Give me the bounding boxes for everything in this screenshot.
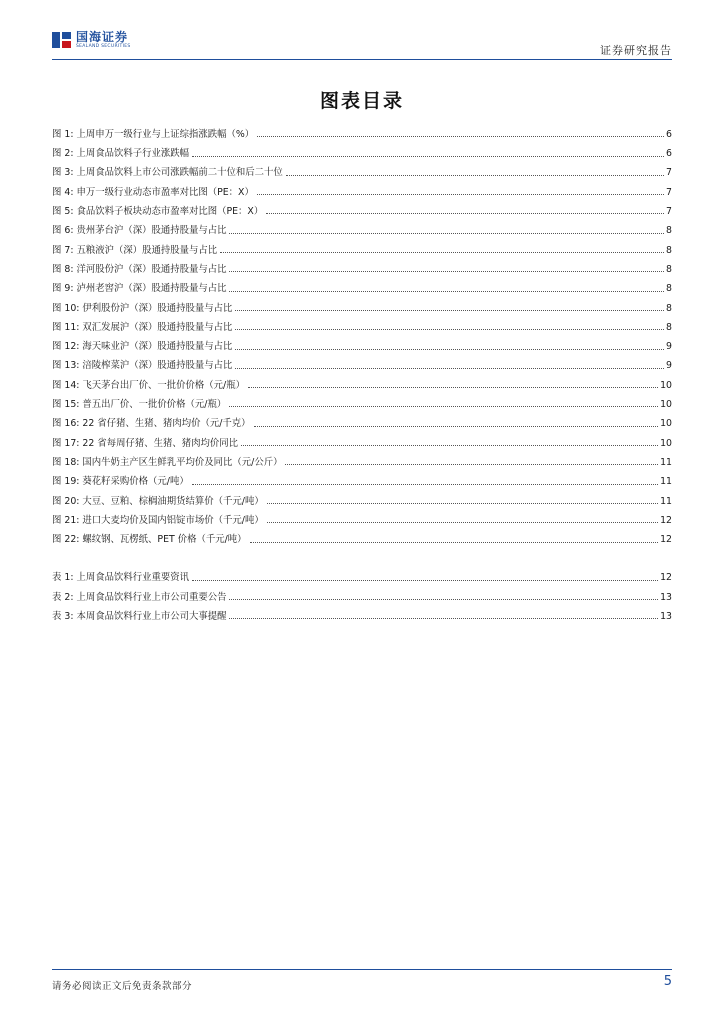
dot-leader — [229, 271, 664, 272]
toc-entry-page: 7 — [666, 206, 672, 218]
toc-entry-page: 9 — [666, 341, 672, 353]
toc-entry-label: 图 8: 洋河股份沪（深）股通持股量与占比 — [52, 263, 227, 275]
logo-name-en: SEALAND SECURITIES — [76, 43, 131, 49]
toc-entry-label: 图 17: 22 省每周仔猪、生猪、猪肉均价同比 — [52, 437, 238, 449]
page-title: 图表目录 — [319, 90, 404, 112]
toc-entry-label: 图 16: 22 省仔猪、生猪、猪肉均价（元/千克） — [52, 418, 251, 430]
toc-entry-page: 12 — [660, 534, 672, 546]
table-of-contents — [52, 120, 672, 621]
disclaimer-note: 请务必阅读正文后免责条款部分 — [52, 981, 193, 992]
dot-leader — [267, 522, 658, 523]
page-header — [52, 30, 672, 60]
toc-entry-page: 9 — [666, 360, 672, 372]
dot-leader — [229, 618, 658, 619]
dot-leader — [254, 426, 659, 427]
toc-entry-label: 图 14: 飞天茅台出厂价、一批价价格（元/瓶） — [52, 379, 245, 391]
dot-leader — [235, 329, 664, 330]
toc-entry-page: 11 — [660, 495, 672, 507]
dot-leader — [192, 156, 664, 157]
toc-entry-page: 13 — [660, 611, 672, 623]
toc-entry-label: 图 3: 上周食品饮料上市公司涨跌幅前二十位和后二十位 — [52, 167, 283, 179]
dot-leader — [192, 484, 658, 485]
logo-name-cn: 国海证券 — [76, 29, 129, 44]
figure-entry[interactable] — [52, 352, 672, 371]
toc-entry-page: 12 — [660, 514, 672, 526]
toc-entry-page: 8 — [666, 244, 672, 256]
toc-entry-label: 图 13: 涪陵榨菜沪（深）股通持股量与占比 — [52, 360, 233, 372]
toc-entry-page: 10 — [660, 437, 672, 449]
dot-leader — [248, 387, 658, 388]
figure-entry[interactable] — [52, 139, 672, 158]
toc-entry-page: 8 — [666, 283, 672, 295]
toc-entry-label: 表 3: 本周食品饮料行业上市公司大事提醒 — [52, 611, 227, 623]
dot-leader — [267, 503, 658, 504]
report-type-label: 证券研究报告 — [600, 44, 672, 57]
toc-entry-label: 图 20: 大豆、豆粕、棕榈油期货结算价（千元/吨） — [52, 495, 264, 507]
toc-entry-page: 10 — [660, 379, 672, 391]
dot-leader — [229, 233, 664, 234]
toc-entry-label: 图 18: 国内牛奶主产区生鲜乳平均价及同比（元/公斤） — [52, 456, 283, 468]
toc-entry-page: 6 — [666, 128, 672, 140]
dot-leader — [229, 599, 658, 600]
toc-entry-label: 图 11: 双汇发展沪（深）股通持股量与占比 — [52, 321, 233, 333]
toc-entry-page: 8 — [666, 263, 672, 275]
toc-entry-page: 6 — [666, 148, 672, 160]
footer-divider — [52, 969, 672, 970]
figure-entry[interactable] — [52, 120, 672, 139]
dot-leader — [192, 580, 658, 581]
dot-leader — [235, 349, 664, 350]
dot-leader — [241, 445, 658, 446]
toc-entry-page: 12 — [660, 572, 672, 584]
toc-entry-label: 表 1: 上周食品饮料行业重要资讯 — [52, 572, 189, 584]
dot-leader — [285, 464, 658, 465]
toc-entry-label: 图 7: 五粮液沪（深）股通持股量与占比 — [52, 244, 218, 256]
dot-leader — [235, 310, 664, 311]
toc-entry-label: 表 2: 上周食品饮料行业上市公司重要公告 — [52, 591, 227, 603]
logo-icon — [52, 30, 72, 50]
figure-entry[interactable] — [52, 236, 672, 255]
toc-entry-page: 7 — [666, 167, 672, 179]
toc-entry-label: 图 12: 海天味业沪（深）股通持股量与占比 — [52, 341, 233, 353]
figure-entry[interactable] — [52, 274, 672, 293]
toc-entry-label: 图 22: 螺纹钢、瓦楞纸、PET 价格（千元/吨） — [52, 534, 247, 546]
toc-entry-label: 图 10: 伊利股份沪（深）股通持股量与占比 — [52, 302, 233, 314]
dot-leader — [235, 368, 664, 369]
toc-entry-label: 图 4: 申万一级行业动态市盈率对比图（PE：X） — [52, 186, 254, 198]
dot-leader — [257, 136, 664, 137]
toc-entry-page: 13 — [660, 591, 672, 603]
figure-entry[interactable] — [52, 390, 672, 409]
dot-leader — [229, 406, 658, 407]
figure-list — [52, 120, 672, 545]
dot-leader — [266, 213, 664, 214]
table-entry[interactable] — [52, 564, 672, 583]
figure-entry[interactable] — [52, 178, 672, 197]
figure-entry[interactable] — [52, 371, 672, 390]
toc-entry-page: 11 — [660, 456, 672, 468]
figure-entry[interactable] — [52, 332, 672, 351]
figure-entry[interactable] — [52, 159, 672, 178]
toc-entry-page: 8 — [666, 302, 672, 314]
dot-leader — [257, 194, 664, 195]
page-number: 5 — [663, 974, 672, 989]
table-list — [52, 564, 672, 622]
figure-entry[interactable] — [52, 294, 672, 313]
toc-entry-label: 图 9: 泸州老窖沪（深）股通持股量与占比 — [52, 283, 227, 295]
figure-entry[interactable] — [52, 197, 672, 216]
toc-entry-label: 图 6: 贵州茅台沪（深）股通持股量与占比 — [52, 225, 227, 237]
dot-leader — [220, 252, 664, 253]
dot-leader — [229, 291, 664, 292]
figure-entry[interactable] — [52, 313, 672, 332]
figure-entry[interactable] — [52, 487, 672, 506]
figure-entry[interactable] — [52, 525, 672, 544]
table-entry[interactable] — [52, 602, 672, 621]
figure-entry[interactable] — [52, 467, 672, 486]
toc-entry-label: 图 5: 食品饮料子板块动态市盈率对比图（PE：X） — [52, 206, 264, 218]
toc-entry-label: 图 19: 葵花籽采购价格（元/吨） — [52, 476, 189, 488]
figure-entry[interactable] — [52, 448, 672, 467]
figure-entry[interactable] — [52, 429, 672, 448]
list-spacer — [52, 545, 672, 564]
toc-entry-page: 8 — [666, 225, 672, 237]
dot-leader — [250, 542, 659, 543]
company-logo — [52, 30, 131, 50]
toc-entry-page: 11 — [660, 476, 672, 488]
figure-entry[interactable] — [52, 255, 672, 274]
header-divider — [52, 59, 672, 60]
toc-entry-label: 图 21: 进口大麦均价及国内铝锭市场价（千元/吨） — [52, 514, 264, 526]
figure-entry[interactable] — [52, 506, 672, 525]
figure-entry[interactable] — [52, 216, 672, 235]
toc-entry-label: 图 15: 普五出厂价、一批价价格（元/瓶） — [52, 399, 227, 411]
toc-entry-label: 图 2: 上周食品饮料子行业涨跌幅 — [52, 148, 189, 160]
figure-entry[interactable] — [52, 409, 672, 428]
table-entry[interactable] — [52, 583, 672, 602]
dot-leader — [286, 175, 664, 176]
toc-entry-label: 图 1: 上周申万一级行业与上证综指涨跌幅（%） — [52, 128, 255, 140]
toc-entry-page: 8 — [666, 321, 672, 333]
toc-entry-page: 10 — [660, 399, 672, 411]
toc-entry-page: 10 — [660, 418, 672, 430]
toc-entry-page: 7 — [666, 186, 672, 198]
